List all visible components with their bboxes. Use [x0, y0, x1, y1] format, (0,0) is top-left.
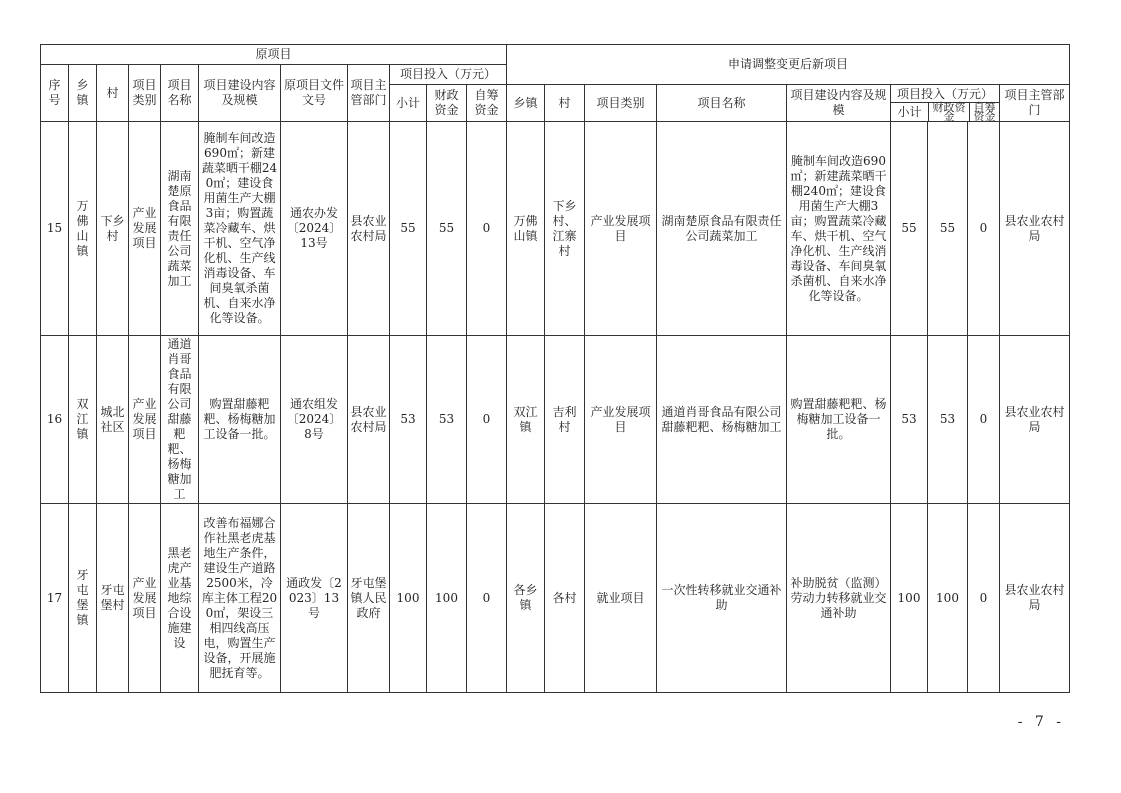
cell-new-dept: 县农业农村局	[1000, 122, 1070, 336]
col-content: 项目建设内容及规模	[199, 65, 281, 122]
cell-new-town: 各乡镇	[507, 504, 545, 693]
cell-self: 0	[467, 122, 507, 336]
cell-new-self: 0	[968, 336, 1000, 504]
col-new-category: 项目类别	[585, 85, 657, 122]
col-fiscal: 财政资金	[427, 85, 467, 122]
cell-new-fiscal: 53	[928, 336, 968, 504]
cell-new-subtotal: 55	[891, 122, 928, 336]
cell-new-category: 产业发展项目	[585, 336, 657, 504]
cell-new-name: 湖南楚原食品有限责任公司蔬菜加工	[657, 122, 787, 336]
col-subtotal: 小计	[390, 85, 427, 122]
cell-self: 0	[467, 336, 507, 504]
cell-new-subtotal: 53	[891, 336, 928, 504]
cell-fiscal: 100	[427, 504, 467, 693]
col-town: 乡镇	[69, 65, 97, 122]
cell-new-self: 0	[968, 122, 1000, 336]
col-new-village: 村	[545, 85, 585, 122]
project-adjustment-table-wrapper	[40, 44, 1070, 693]
col-new-dept: 项目主管部门	[1000, 85, 1070, 122]
col-self: 自筹资金	[467, 85, 507, 122]
cell-doc: 通政发〔2023〕13号	[281, 504, 348, 693]
col-investment: 项目投入（万元）	[390, 65, 507, 85]
cell-new-fiscal: 100	[928, 504, 968, 693]
cell-fiscal: 53	[427, 336, 467, 504]
col-new-fiscal: 财政资金	[929, 103, 970, 121]
cell-doc: 通农组发〔2024〕8号	[281, 336, 348, 504]
cell-village: 下乡村	[97, 122, 129, 336]
cell-seq: 16	[41, 336, 69, 504]
cell-new-dept: 县农业农村局	[1000, 336, 1070, 504]
col-new-self: 自筹资金	[973, 100, 996, 122]
col-seq: 序号	[41, 65, 69, 122]
cell-new-town: 双江镇	[507, 336, 545, 504]
cell-new-subtotal: 100	[891, 504, 928, 693]
cell-name: 湖南楚原食品有限责任公司蔬菜加工	[161, 122, 199, 336]
cell-content: 购置甜藤粑粑、杨梅糖加工设备一批。	[199, 336, 281, 504]
cell-name: 黑老虎产业基地综合设施建设	[161, 504, 199, 693]
cell-new-town: 万佛山镇	[507, 122, 545, 336]
cell-new-village: 吉利村	[545, 336, 585, 504]
original-project-group: 原项目	[41, 45, 507, 65]
cell-new-content: 补助脱贫（监测）劳动力转移就业交通补助	[787, 504, 891, 693]
cell-dept: 县农业农村局	[348, 336, 390, 504]
cell-doc: 通农办发〔2024〕13号	[281, 122, 348, 336]
cell-new-dept: 县农业农村局	[1000, 504, 1070, 693]
new-project-group: 申请调整变更后新项目	[507, 45, 1070, 85]
col-new-investment-block	[891, 85, 1000, 122]
table-row	[41, 336, 1070, 504]
cell-subtotal: 55	[390, 122, 427, 336]
col-new-town: 乡镇	[507, 85, 545, 122]
cell-subtotal: 53	[390, 336, 427, 504]
cell-new-village: 各村	[545, 504, 585, 693]
col-new-subtotal: 小计	[891, 103, 929, 121]
cell-new-village: 下乡村、江寨村	[545, 122, 585, 336]
cell-category: 产业发展项目	[129, 336, 161, 504]
cell-new-content: 腌制车间改造690㎡；新建蔬菜晒干棚240㎡；建设食用菌生产大棚3亩；购置蔬菜冷藏车、烘干机、空气净化机、生产线消毒设备、车间臭氧杀菌机、自来水净化等设备。	[787, 122, 891, 336]
col-dept: 项目主管部门	[348, 65, 390, 122]
cell-name: 通道肖哥食品有限公司甜藤粑粑、杨梅糖加工	[161, 336, 199, 504]
cell-content: 改善布福娜合作社黑老虎基地生产条件，建设生产道路2500米，冷库主体工程200㎡，架设三相四线高压电，购置生产设备，开展施肥抚育等。	[199, 504, 281, 693]
cell-fiscal: 55	[427, 122, 467, 336]
cell-new-fiscal: 55	[928, 122, 968, 336]
col-new-investment: 项目投入（万元）	[891, 86, 999, 103]
col-village: 村	[97, 65, 129, 122]
col-category: 项目类别	[129, 65, 161, 122]
table-row	[41, 122, 1070, 336]
col-new-name: 项目名称	[657, 85, 787, 122]
col-new-content: 项目建设内容及规模	[787, 85, 891, 122]
cell-category: 产业发展项目	[129, 122, 161, 336]
cell-new-self: 0	[968, 504, 1000, 693]
cell-village: 牙屯堡村	[97, 504, 129, 693]
cell-content: 腌制车间改造690㎡；新建蔬菜晒干棚240㎡；建设食用菌生产大棚3亩；购置蔬菜冷藏车、烘干机、空气净化机、生产线消毒设备、车间臭氧杀菌机、自来水净化等设备。	[199, 122, 281, 336]
table-row	[41, 504, 1070, 693]
cell-new-content: 购置甜藤粑粑、杨梅糖加工设备一批。	[787, 336, 891, 504]
cell-category: 产业发展项目	[129, 504, 161, 693]
page-number: - 7 -	[1017, 714, 1065, 730]
col-name: 项目名称	[161, 65, 199, 122]
cell-self: 0	[467, 504, 507, 693]
cell-town: 牙屯堡镇	[69, 504, 97, 693]
cell-new-name: 通道肖哥食品有限公司甜藤粑粑、杨梅糖加工	[657, 336, 787, 504]
cell-dept: 县农业农村局	[348, 122, 390, 336]
cell-seq: 15	[41, 122, 69, 336]
cell-new-name: 一次性转移就业交通补助	[657, 504, 787, 693]
cell-town: 万佛山镇	[69, 122, 97, 336]
col-doc: 原项目文件文号	[281, 65, 348, 122]
cell-seq: 17	[41, 504, 69, 693]
cell-town: 双江镇	[69, 336, 97, 504]
cell-village: 城北社区	[97, 336, 129, 504]
cell-new-category: 就业项目	[585, 504, 657, 693]
cell-new-category: 产业发展项目	[585, 122, 657, 336]
project-adjustment-table	[40, 44, 1070, 693]
cell-subtotal: 100	[390, 504, 427, 693]
cell-dept: 牙屯堡镇人民政府	[348, 504, 390, 693]
